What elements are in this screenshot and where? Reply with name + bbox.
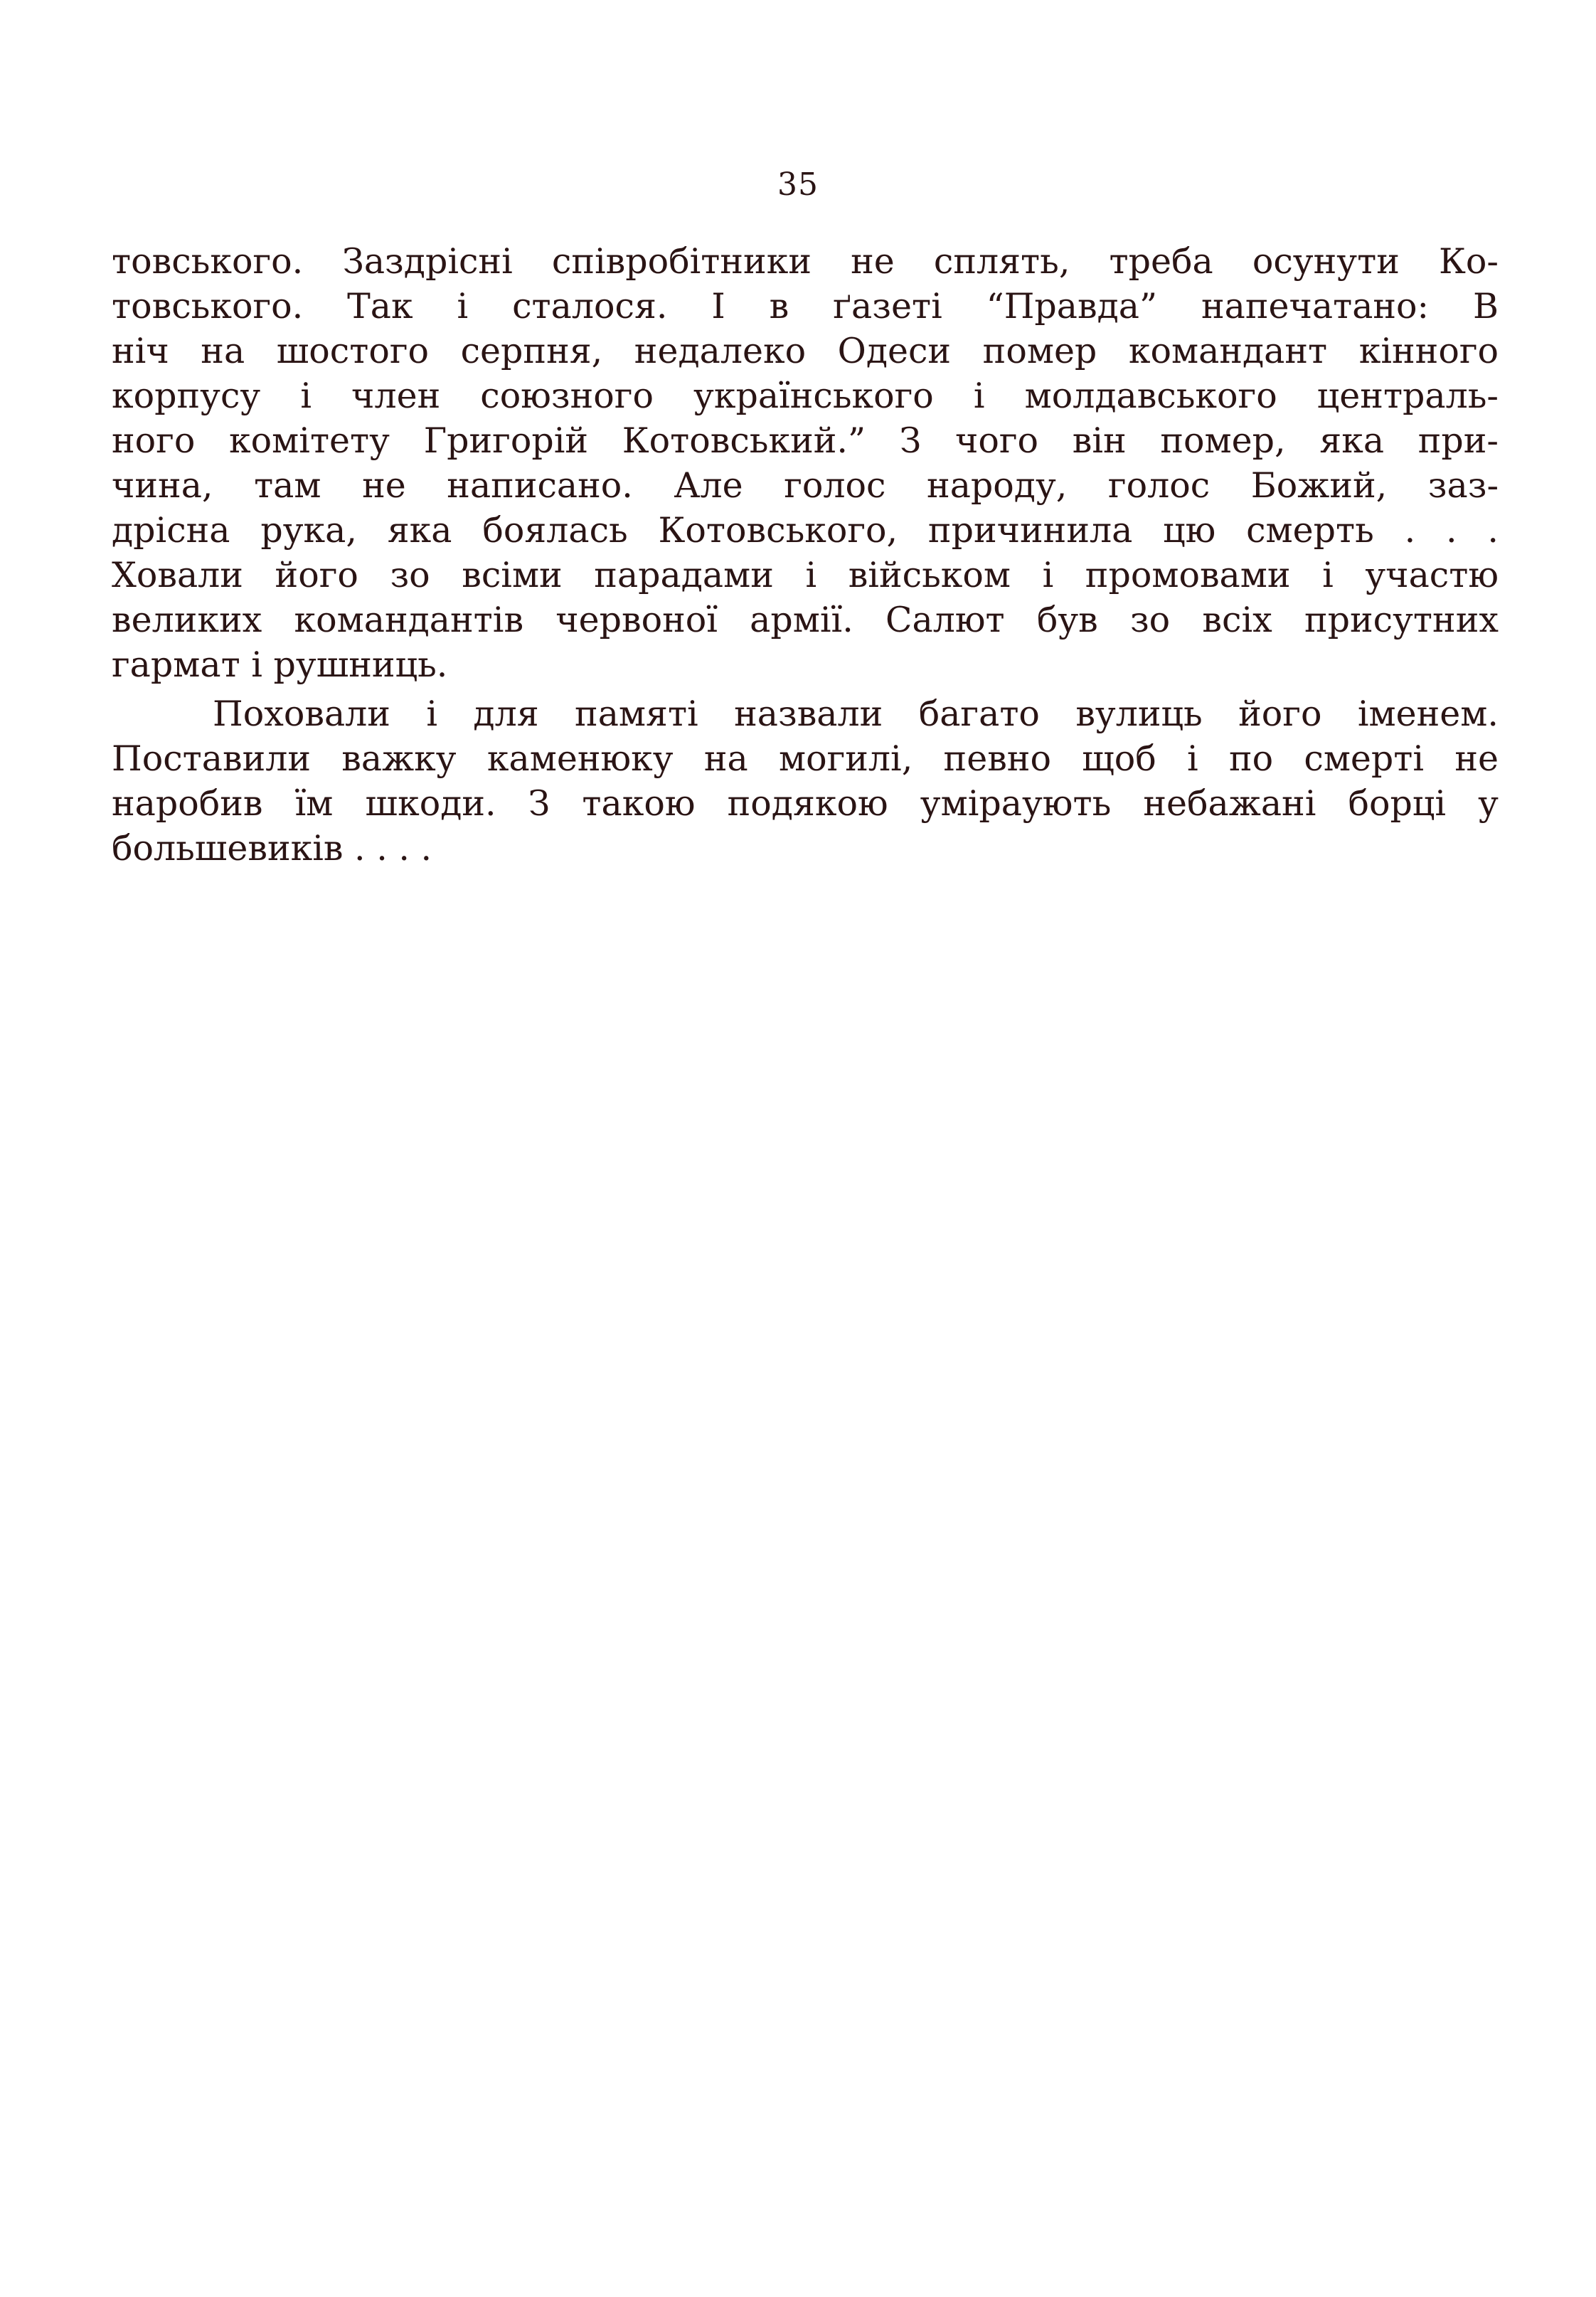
text-line: чина, там не написано. Але голос народу, голос Божий, заз- (112, 465, 1499, 506)
text-line: Поховали і для пaмяті назвали багато вулиць його іменем. (213, 694, 1499, 734)
text-line: товського. Так і сталося. І в ґазеті “Правда” напечатано: В (112, 286, 1499, 327)
body-text (112, 239, 1499, 871)
text-line: большевиків . . . . (112, 828, 432, 869)
text-line: товського. Заздрісні співробітники не сплять, треба осунути Ко- (112, 241, 1499, 282)
text-line: Ховали його зо всіми парадами і військом і промовами і участю (112, 555, 1499, 595)
text-line: наробив їм шкоди. З такою подякою уміраують небажані борці у (112, 783, 1499, 824)
page-number: 35 (777, 166, 819, 203)
text-line: великих командантів червоної армії. Салют був зо всіх присутних (112, 600, 1499, 640)
paragraph-2 (112, 691, 1499, 871)
paragraph-1 (112, 239, 1499, 687)
text-line: дрісна рука, яка боялась Котовського, причинила цю смерть . . . (112, 510, 1499, 551)
text-line: Поставили важку каменюку на могилі, певно щоб і по смерті не (112, 738, 1499, 779)
text-line: корпусу і член союзного українського і молдавського централь- (112, 376, 1499, 416)
text-line: ного комітету Григорій Котовський.” З чого він помер, яка при- (112, 420, 1499, 461)
text-line: ніч на шостого серпня, недалеко Одеси помер командант кінного (112, 331, 1499, 371)
text-line: гармат і рушниць. (112, 644, 448, 685)
